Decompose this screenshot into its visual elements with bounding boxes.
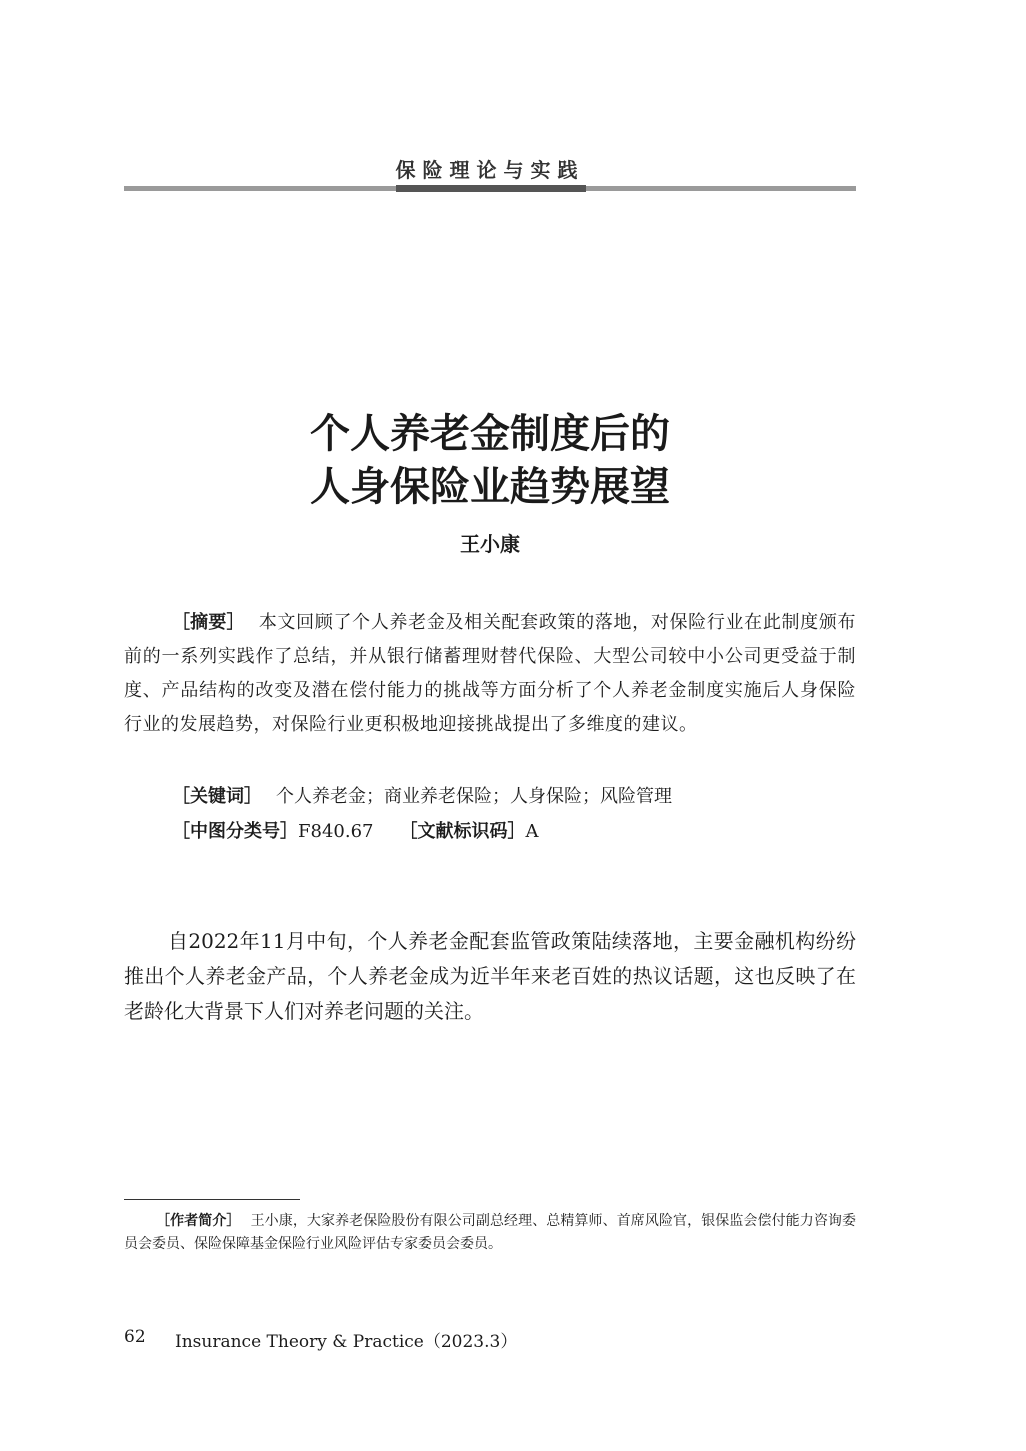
keywords (172, 782, 672, 808)
abstract-label: ［摘要］ (172, 612, 245, 633)
author-footnote (124, 1210, 856, 1256)
header-rule-accent (396, 185, 586, 192)
doc-code-value: A (525, 821, 539, 842)
section-title: 保险理论与实践 (395, 158, 585, 182)
footnote-text: 王小康，大家养老保险股份有限公司副总经理、总精算师、首席风险官，银保监会偿付能力咨询委员会委员、保险保障基金保险行业风险评估专家委员会委员。 (124, 1213, 857, 1252)
doc-code-label: ［文献标识码］ (399, 821, 526, 842)
clc-value: F840.67 (298, 821, 374, 842)
page-number: 62 (124, 1327, 146, 1347)
article-title-line-2: 人身保险业趋势展望 (310, 463, 670, 510)
footnote-label: ［作者简介］ (156, 1213, 241, 1229)
clc-label: ［中图分类号］ (172, 821, 298, 842)
author-name: 王小康 (460, 532, 520, 556)
body-paragraph: 自2022年11月中旬，个人养老金配套监管政策陆续落地，主要金融机构纷纷推出个人养老金产品，个人养老金成为近半年来老百姓的热议话题，这也反映了在老龄化大背景下人们对养老问题的关注。 (124, 929, 856, 1023)
abstract-text: 本文回顾了个人养老金及相关配套政策的落地，对保险行业在此制度颁布前的一系列实践作了总结，并从银行储蓄理财替代保险、大型公司较中小公司更受益于制度、产品结构的改变及潜在偿付能力的挑战等方面分析了个人养老金制度实施后人身保险行业的发展趋势，对保险行业更积极地迎接挑战提出了多维度的建议。 (124, 612, 857, 735)
keywords-label: ［关键词］ (172, 786, 262, 807)
abstract (124, 606, 856, 742)
footnote-rule (124, 1199, 300, 1200)
journal-name: Insurance Theory & Practice（2023.3） (175, 1332, 518, 1352)
classification-line (172, 817, 538, 843)
keywords-text: 个人养老金；商业养老保险；人身保险；风险管理 (276, 786, 672, 807)
article-title-line-1: 个人养老金制度后的 (310, 410, 670, 457)
